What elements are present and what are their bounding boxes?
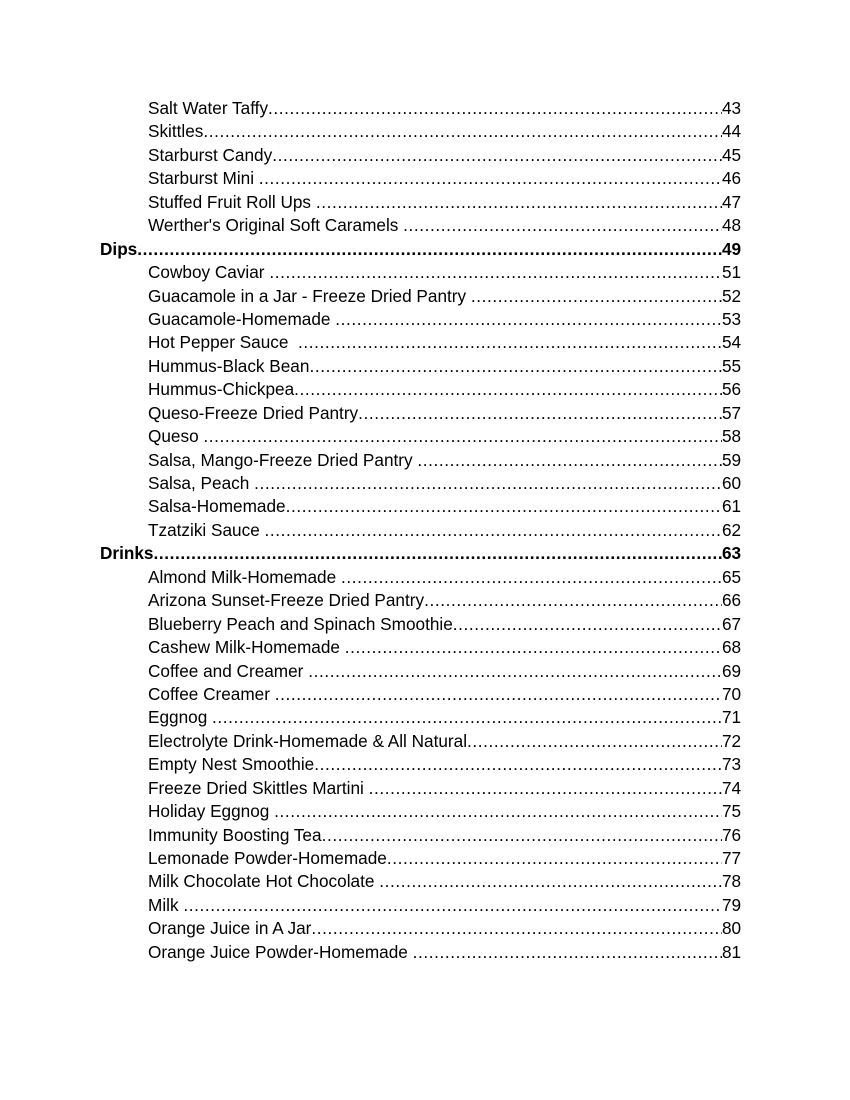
toc-entry-title: Electrolyte Drink-Homemade & All Natural [148,730,468,751]
dot-leader [369,777,722,800]
toc-page-number: 51 [722,262,742,283]
dot-leader [269,261,722,284]
toc-entry[interactable] [100,378,750,401]
toc-entry-title: Lemonade Powder-Homemade [148,848,387,868]
toc-page-number: 81 [722,941,742,962]
table-of-contents [100,97,750,964]
toc-entry[interactable] [100,941,750,964]
toc-page-number: 72 [722,730,742,751]
toc-entry[interactable] [100,261,750,284]
toc-entry[interactable] [100,800,750,823]
toc-page-number: 70 [722,683,742,704]
dot-leader [335,308,722,331]
toc-entry[interactable] [100,894,750,917]
toc-entry[interactable] [100,308,750,331]
toc-entry[interactable] [100,824,750,847]
toc-page-number: 74 [722,777,742,798]
dot-leader [467,730,722,753]
toc-entry-title: Coffee and Creamer [148,660,309,681]
toc-entry-title: Coffee Creamer [148,683,275,704]
toc-entry[interactable] [100,425,750,448]
toc-section-title: Dips [100,238,138,259]
dot-leader [183,894,722,917]
dot-leader [417,449,722,472]
toc-page-number: 47 [722,191,742,212]
dot-leader [268,97,722,120]
toc-entry-title: Empty Nest Smoothie [148,754,315,775]
toc-entry[interactable] [100,495,750,518]
toc-entry[interactable] [100,847,750,870]
toc-entry-title: Queso-Freeze Dried Pantry [148,402,359,423]
toc-entry[interactable] [100,449,750,472]
toc-page-number: 65 [722,566,742,587]
toc-page-number: 53 [722,308,742,329]
toc-entry-title: Arizona Sunset-Freeze Dried Pantry [148,590,425,611]
toc-entry-title: Holiday Eggnog [148,801,275,822]
toc-entry[interactable] [100,870,750,893]
toc-entry-title: Almond Milk-Homemade [148,566,341,587]
dot-leader [154,542,723,565]
toc-entry-title: Orange Juice Powder-Homemade [148,941,413,962]
toc-entry[interactable] [100,214,750,237]
toc-entry[interactable] [100,167,750,190]
dot-leader [308,660,722,683]
toc-page-number: 78 [722,871,742,892]
toc-entry[interactable] [100,144,750,167]
dot-leader [424,589,722,612]
toc-page-number: 80 [722,918,742,939]
toc-entry-title: Immunity Boosting Tea [148,824,322,845]
toc-page-number: 46 [722,168,742,189]
dot-leader [274,800,722,823]
toc-page-number: 69 [722,660,742,681]
toc-entry[interactable] [100,613,750,636]
toc-entry-title: Salsa, Peach [148,473,255,493]
dot-leader [314,753,722,776]
dot-leader [259,167,722,190]
toc-entry-title: Queso [148,426,204,447]
toc-entry[interactable] [100,285,750,308]
toc-entry-title: Stuffed Fruit Roll Ups [148,191,316,212]
dot-leader [203,120,722,143]
toc-page-number: 48 [722,215,742,236]
dot-leader [379,870,722,893]
toc-page-number: 58 [722,426,742,447]
dot-leader [298,331,722,354]
dot-leader [387,847,722,870]
toc-entry[interactable] [100,355,750,378]
toc-entry-title: Tzatziki Sauce [148,519,265,540]
toc-entry[interactable] [100,191,750,214]
toc-page-number: 56 [722,379,742,400]
toc-page-number: 67 [722,613,742,634]
toc-section-title: Drinks [100,543,154,564]
dot-leader [309,355,722,378]
dot-leader [272,144,722,167]
toc-entry-title: Salsa-Homemade [148,496,286,517]
toc-page-number: 59 [722,449,742,470]
toc-entry[interactable] [100,706,750,729]
toc-entry-title: Milk [148,894,184,915]
dot-leader [316,191,722,214]
toc-page-number: 76 [722,824,742,845]
toc-page-number: 55 [722,355,742,376]
toc-page-number: 52 [722,285,742,306]
toc-entry-title: Orange Juice in A Jar [148,918,312,939]
dot-leader [403,214,722,237]
dot-leader [413,941,722,964]
toc-page-number: 57 [722,402,742,423]
toc-entry-title: Starburst Mini [148,168,259,189]
toc-page-number: 71 [722,707,742,728]
toc-entry-title: Hummus-Chickpea [148,379,295,400]
toc-page-number: 73 [722,754,742,775]
dot-leader [471,285,722,308]
dot-leader [358,402,722,425]
toc-entry[interactable] [100,472,750,495]
toc-entry[interactable] [100,660,750,683]
dot-leader [322,824,722,847]
toc-page-number: 44 [722,121,742,142]
dot-leader [137,238,722,261]
dot-leader [275,683,722,706]
toc-page-number: 45 [722,144,742,165]
toc-entry[interactable] [100,97,750,120]
toc-entry[interactable] [100,683,750,706]
toc-page-number: 43 [722,98,742,118]
toc-entry[interactable] [100,566,750,589]
dot-leader [212,706,722,729]
dot-leader [453,613,722,636]
toc-entry-title: Starburst Candy [148,144,273,165]
toc-page-number: 61 [722,496,742,517]
dot-leader [203,425,722,448]
toc-entry-title: Hummus-Black Bean [148,355,310,376]
toc-entry[interactable] [100,120,750,143]
toc-entry[interactable] [100,917,750,940]
toc-entry-title: Guacamole in a Jar - Freeze Dried Pantry [148,285,471,306]
toc-entry[interactable] [100,777,750,800]
toc-page-number: 79 [722,894,742,915]
toc-entry[interactable] [100,753,750,776]
toc-entry-title: Eggnog [148,707,213,728]
toc-entry-title: Salt Water Taffy [148,98,269,118]
toc-section-heading[interactable] [100,542,750,565]
toc-entry-title: Cowboy Caviar [148,262,270,283]
toc-entry-title: Skittles [148,121,204,142]
toc-entry[interactable] [100,331,750,354]
toc-entry-title: Milk Chocolate Hot Chocolate [148,871,380,892]
toc-page-number: 66 [722,590,742,611]
toc-entry[interactable] [100,589,750,612]
dot-leader [345,636,722,659]
toc-entry-title: Freeze Dried Skittles Martini [148,777,369,798]
dot-leader [341,566,722,589]
dot-leader [294,378,722,401]
toc-page-number: 75 [722,801,742,822]
dot-leader [265,519,722,542]
toc-page-number: 60 [722,473,742,493]
toc-page-number: 49 [722,238,742,259]
toc-entry[interactable] [100,730,750,753]
toc-entry-title: Werther's Original Soft Caramels [148,215,404,236]
toc-page-number: 63 [722,543,742,564]
toc-entry[interactable] [100,636,750,659]
toc-entry-title: Guacamole-Homemade [148,308,336,329]
dot-leader [254,472,722,495]
toc-page-number: 68 [722,637,742,658]
toc-entry[interactable] [100,402,750,425]
toc-page-number: 62 [722,519,742,540]
toc-page-number: 54 [722,332,742,353]
dot-leader [286,495,722,518]
toc-section-heading[interactable] [100,238,750,261]
dot-leader [311,917,722,940]
toc-entry-title: Blueberry Peach and Spinach Smoothie [148,613,453,634]
toc-entry-title: Hot Pepper Sauce [148,332,299,353]
toc-entry-title: Cashew Milk-Homemade [148,637,345,658]
toc-page-number: 77 [722,848,742,868]
toc-entry[interactable] [100,519,750,542]
toc-entry-title: Salsa, Mango-Freeze Dried Pantry [148,449,418,470]
